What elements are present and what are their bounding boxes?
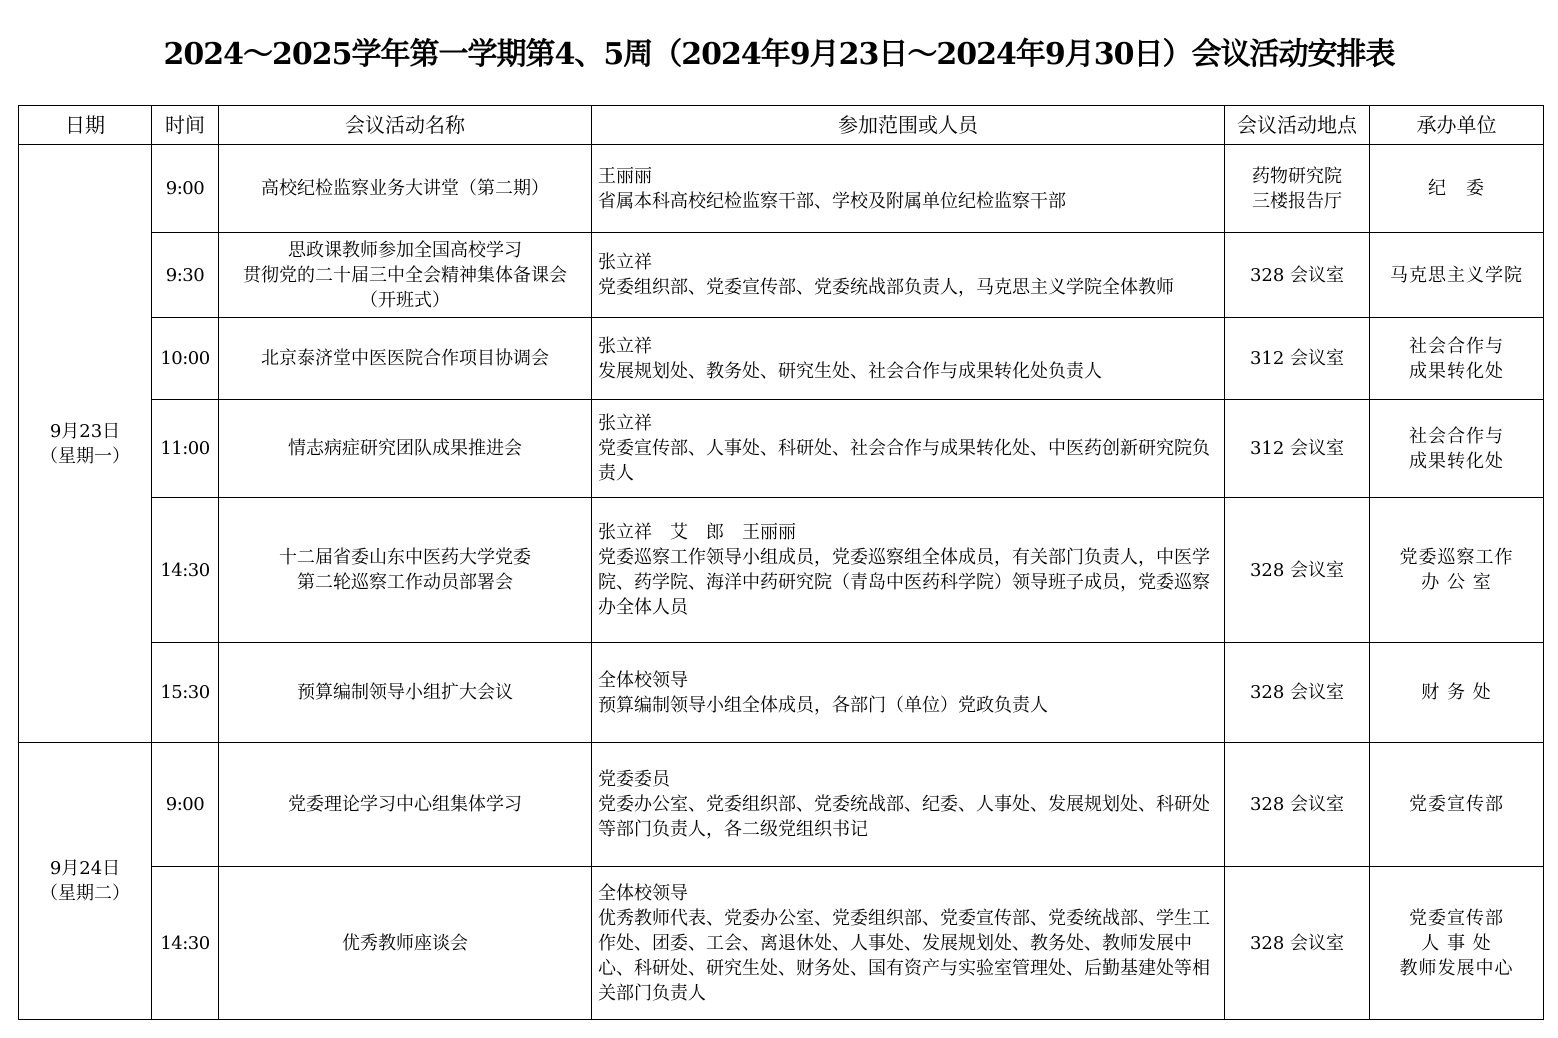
participant-list: 优秀教师代表、党委办公室、党委组织部、党委宣传部、党委统战部、学生工作处、团委、工会、离退休处、人事处、发展规划处、教务处、教师发展中心、科研处、研究生处、财务处、国有资产与实验室管理处、后勤基建处等相关部门负责人	[598, 907, 1210, 1004]
organizer-cell: 财 务 处	[1370, 643, 1544, 743]
organizer-cell: 党委宣传部 人 事 处 教师发展中心	[1370, 867, 1544, 1020]
participants-cell	[592, 498, 1225, 643]
location-cell: 328 会议室	[1225, 743, 1370, 867]
table-row	[19, 867, 1544, 1020]
table-row	[19, 318, 1544, 400]
participant-list: 党委宣传部、人事处、科研处、社会合作与成果转化处、中医药创新研究院负责人	[598, 438, 1210, 484]
header-name: 会议活动名称	[219, 106, 592, 145]
participant-list: 党委办公室、党委组织部、党委统战部、纪委、人事处、发展规划处、科研处等部门负责人，各二级党组织书记	[598, 794, 1210, 840]
location-cell: 328 会议室	[1225, 867, 1370, 1020]
table-row	[19, 743, 1544, 867]
participant-list: 党委组织部、党委宣传部、党委统战部负责人，马克思主义学院全体教师	[598, 277, 1174, 298]
table-row	[19, 643, 1544, 743]
date-cell: 9月24日 （星期二）	[19, 743, 152, 1020]
leader-names: 张立祥	[598, 413, 652, 434]
meeting-name: 预算编制领导小组扩大会议	[219, 643, 592, 743]
time-cell: 15:30	[152, 643, 219, 743]
participants-cell	[592, 233, 1225, 318]
participant-list: 省属本科高校纪检监察干部、学校及附属单位纪检监察干部	[598, 190, 1066, 212]
meeting-name: 十二届省委山东中医药大学党委 第二轮巡察工作动员部署会	[219, 498, 592, 643]
time-cell: 9:30	[152, 233, 219, 318]
participants-cell	[592, 743, 1225, 867]
time-cell: 14:30	[152, 867, 219, 1020]
location-cell: 药物研究院 三楼报告厅	[1225, 145, 1370, 233]
time-cell: 11:00	[152, 400, 219, 498]
organizer-cell: 党委巡察工作 办 公 室	[1370, 498, 1544, 643]
location-cell: 312 会议室	[1225, 318, 1370, 400]
table-row	[19, 145, 1544, 233]
schedule-table	[18, 105, 1544, 1020]
organizer-cell: 纪 委	[1370, 145, 1544, 233]
location-cell: 312 会议室	[1225, 400, 1370, 498]
leader-names: 王丽丽	[598, 165, 652, 187]
table-row	[19, 498, 1544, 643]
meeting-name: 思政课教师参加全国高校学习 贯彻党的二十届三中全会精神集体备课会 （开班式）	[219, 233, 592, 318]
location-cell: 328 会议室	[1225, 498, 1370, 643]
header-organizer: 承办单位	[1370, 106, 1544, 145]
meeting-name: 情志病症研究团队成果推进会	[219, 400, 592, 498]
header-participants: 参加范围或人员	[592, 106, 1225, 145]
meeting-name: 北京泰济堂中医医院合作项目协调会	[219, 318, 592, 400]
header-row	[19, 106, 1544, 145]
header-location: 会议活动地点	[1225, 106, 1370, 145]
table-row	[19, 233, 1544, 318]
leader-names: 全体校领导	[598, 882, 688, 904]
table-row	[19, 400, 1544, 498]
organizer-cell: 社会合作与 成果转化处	[1370, 318, 1544, 400]
leader-names: 张立祥 艾 郎 王丽丽	[598, 522, 796, 543]
time-cell: 14:30	[152, 498, 219, 643]
leader-names: 张立祥	[598, 252, 652, 273]
participants-cell	[592, 318, 1225, 400]
leader-names: 全体校领导	[598, 669, 688, 691]
participants-cell	[592, 867, 1225, 1020]
date-cell: 9月23日 （星期一）	[19, 145, 152, 743]
meeting-name: 党委理论学习中心组集体学习	[219, 743, 592, 867]
header-date: 日期	[19, 106, 152, 145]
header-time: 时间	[152, 106, 219, 145]
participants-cell	[592, 145, 1225, 233]
participants-cell	[592, 400, 1225, 498]
location-cell: 328 会议室	[1225, 233, 1370, 318]
participant-list: 预算编制领导小组全体成员，各部门（单位）党政负责人	[598, 694, 1048, 716]
time-cell: 9:00	[152, 145, 219, 233]
organizer-cell: 党委宣传部	[1370, 743, 1544, 867]
organizer-cell: 社会合作与 成果转化处	[1370, 400, 1544, 498]
meeting-name: 优秀教师座谈会	[219, 867, 592, 1020]
participants-cell	[592, 643, 1225, 743]
leader-names: 党委委员	[598, 769, 670, 790]
location-cell: 328 会议室	[1225, 643, 1370, 743]
organizer-cell: 马克思主义学院	[1370, 233, 1544, 318]
time-cell: 9:00	[152, 743, 219, 867]
meeting-name: 高校纪检监察业务大讲堂（第二期）	[219, 145, 592, 233]
time-cell: 10:00	[152, 318, 219, 400]
participant-list: 党委巡察工作领导小组成员，党委巡察组全体成员，有关部门负责人，中医学院、药学院、海洋中药研究院（青岛中医药科学院）领导班子成员，党委巡察办全体人员	[598, 547, 1210, 618]
page-title: 2024～2025学年第一学期第4、5周（2024年9月23日～2024年9月30日）会议活动安排表	[163, 37, 1395, 72]
leader-names: 张立祥	[598, 335, 652, 357]
participant-list: 发展规划处、教务处、研究生处、社会合作与成果转化处负责人	[598, 360, 1102, 382]
